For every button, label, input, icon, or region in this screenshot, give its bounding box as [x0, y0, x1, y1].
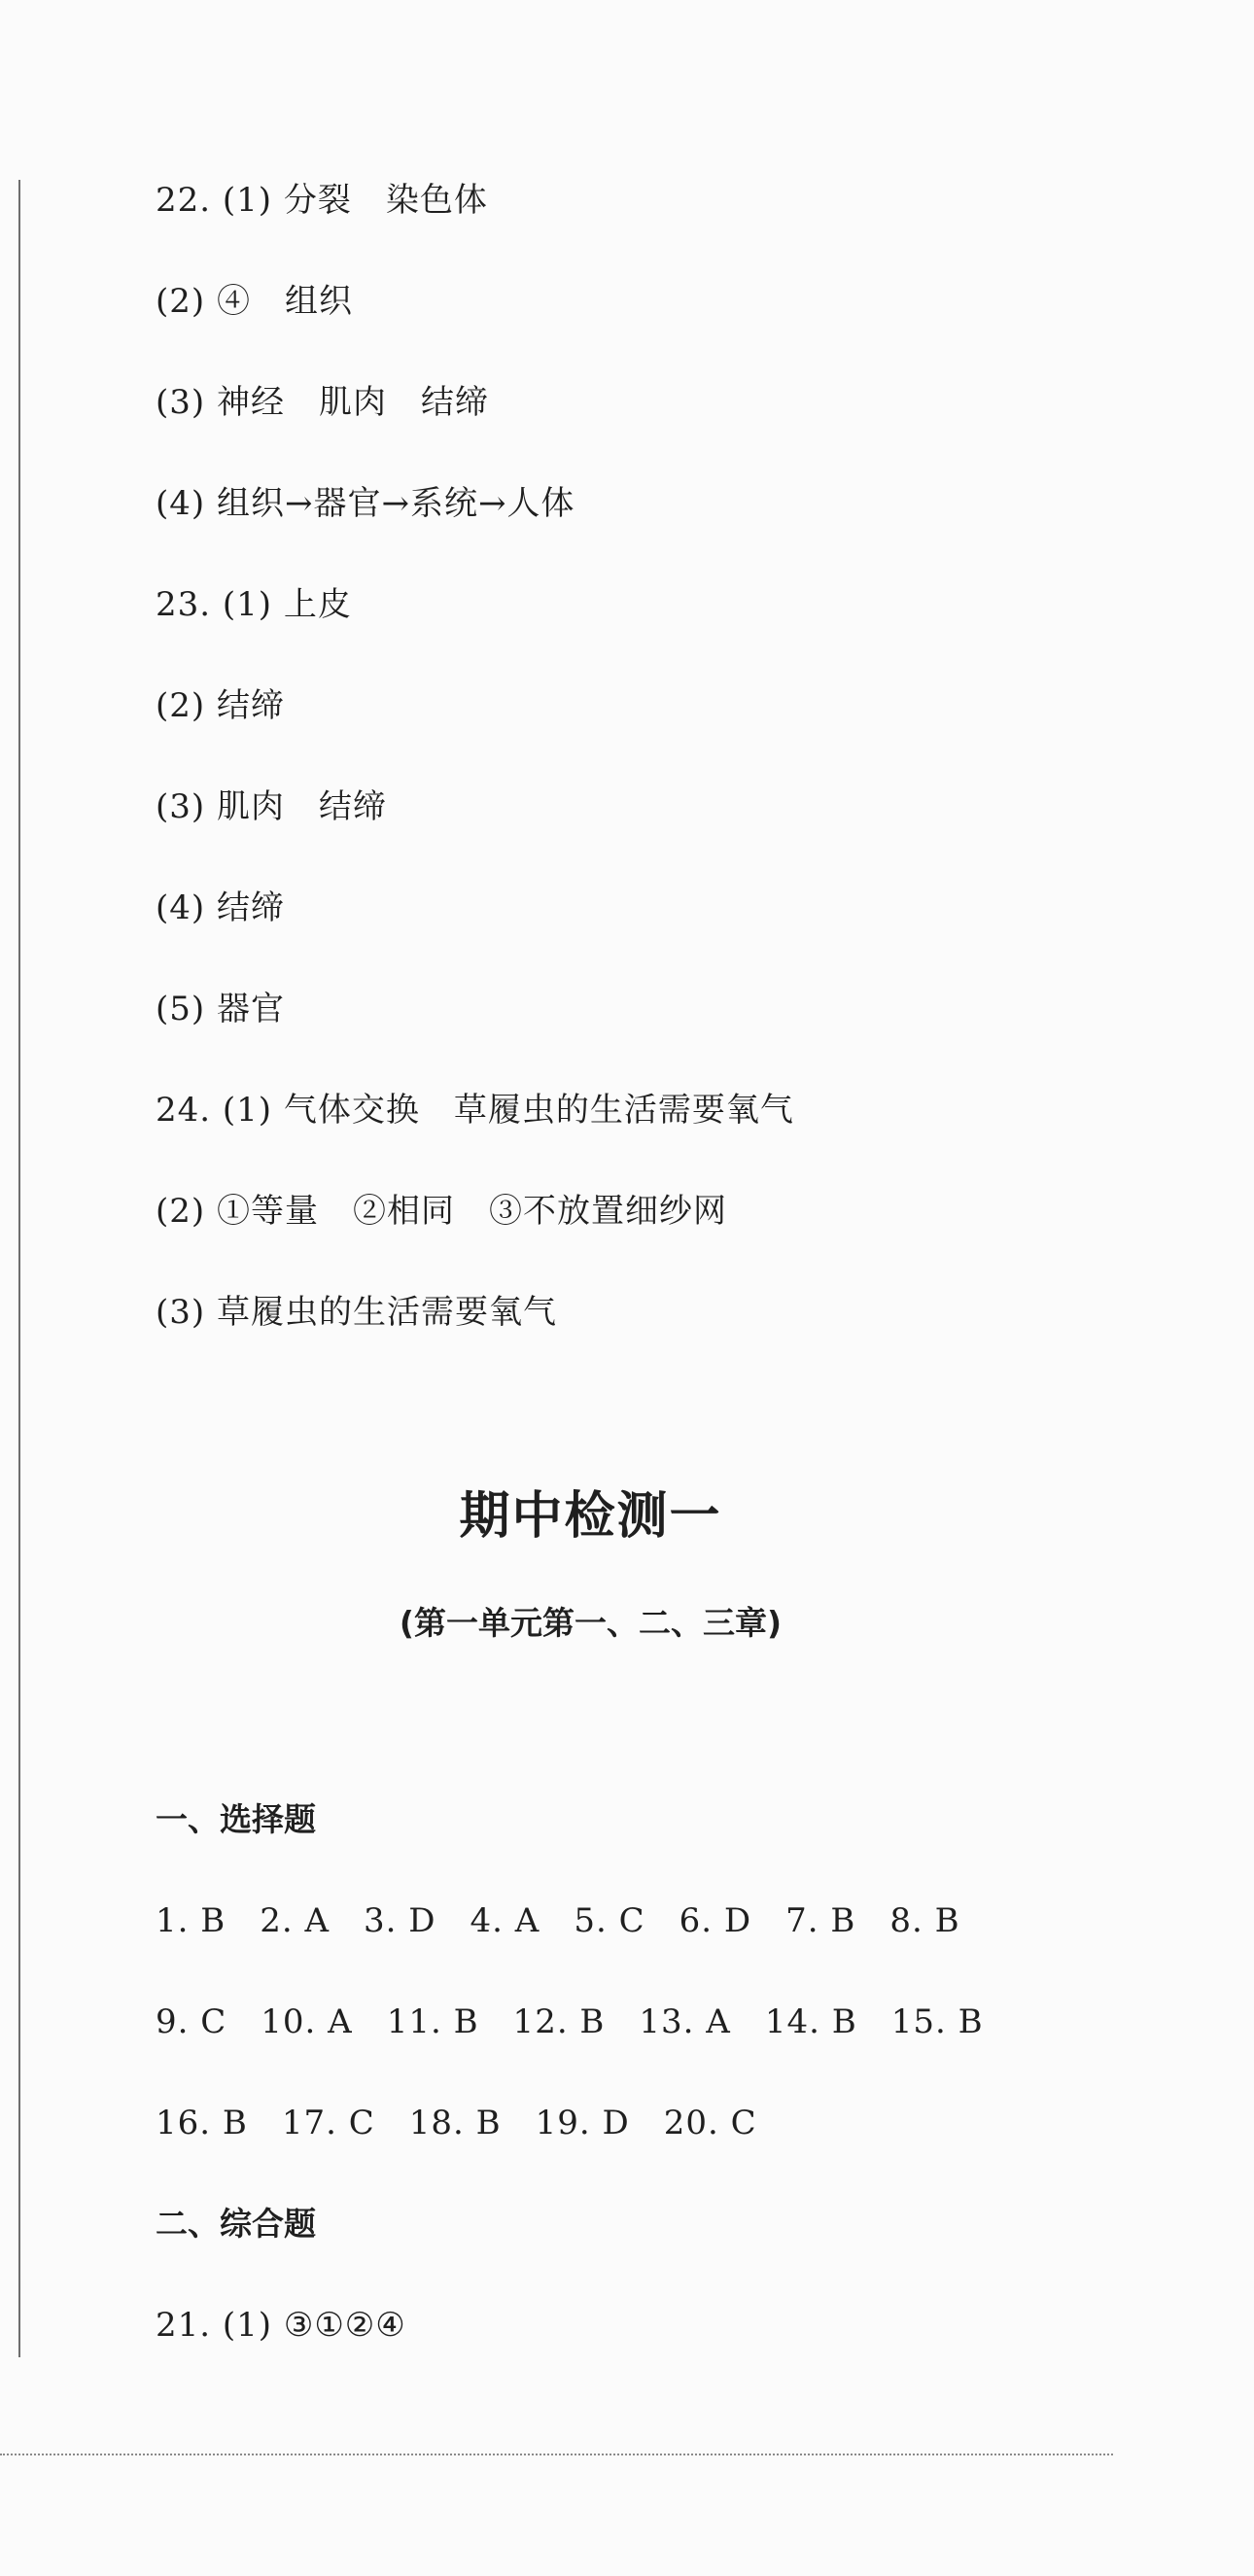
q24-line-3: (3) 草履虫的生活需要氧气: [156, 1293, 557, 1332]
q23-line-2: (2) 结缔: [156, 686, 285, 725]
part2-heading: 二、综合题: [156, 2205, 316, 2243]
choice-row-2: 9. C 10. A 11. B 12. B 13. A 14. B 15. B: [156, 2002, 984, 2041]
q24-line-2: (2) ①等量 ②相同 ③不放置细纱网: [156, 1192, 727, 1231]
part1-heading: 一、选择题: [156, 1800, 316, 1838]
choice-row-3: 16. B 17. C 18. B 19. D 20. C: [156, 2104, 757, 2142]
q23-line-1: 23. (1) 上皮: [156, 585, 352, 624]
q23-line-3: (3) 肌肉 结缔: [156, 787, 387, 826]
choice-row-1: 1. B 2. A 3. D 4. A 5. C 6. D 7. B 8. B: [156, 1901, 960, 1940]
section-subtitle: (第一单元第一、二、三章): [399, 1604, 783, 1642]
bottom-dotted-rule: [0, 2454, 1113, 2455]
q23-line-5: (5) 器官: [156, 990, 285, 1028]
q22-line-3: (3) 神经 肌肉 结缔: [156, 383, 489, 422]
section-title: 期中检测一: [459, 1487, 722, 1546]
q22-line-4: (4) 组织→器官→系统→人体: [156, 484, 575, 523]
q22-line-1: 22. (1) 分裂 染色体: [156, 181, 488, 220]
q22-line-2: (2) ④ 组织: [156, 282, 353, 321]
left-margin-rule: [18, 180, 20, 2357]
q21-line-1: 21. (1) ③①②④: [156, 2306, 406, 2345]
q23-line-4: (4) 结缔: [156, 888, 285, 927]
q24-line-1: 24. (1) 气体交换 草履虫的生活需要氧气: [156, 1091, 794, 1130]
